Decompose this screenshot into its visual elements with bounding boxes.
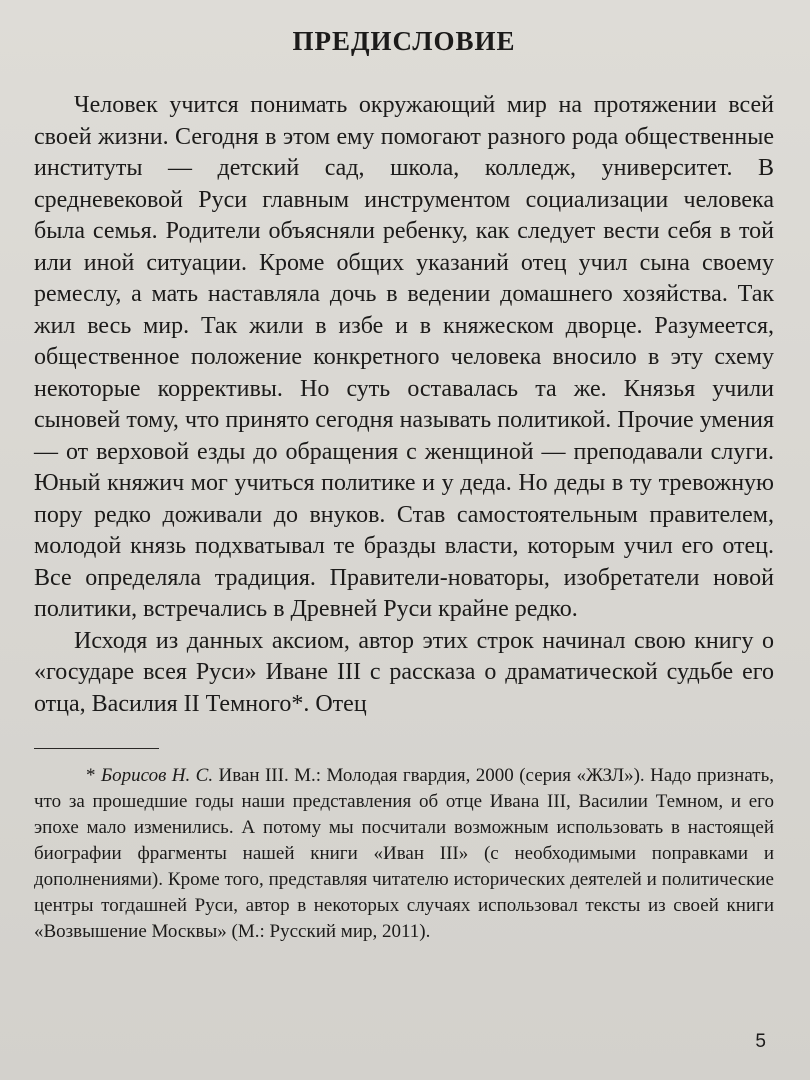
paragraph: Человек учится понимать окружающий мир на протяжении всей своей жизни. Сегодня в этом ему помогают разного рода общественные институты — детский сад, школа, колледж, университет. В средневековой Руси главным инструментом социализации человека была семья. Родители объясняли ребенку, как следует вести себя в той или иной ситуации. Кроме общих указаний отец учил сына своему ремеслу, а мать наставляла дочь в ведении домашнего хозяйства. Так жил весь мир. Так жили в избе и в княжеском дворце. Разумеется, общественное положение конкретного человека вносило в эту схему некоторые коррективы. Но суть оставалась та же. Князья учили сыновей тому, что принято сегодня называть политикой. Прочие умения — от верховой езды до обращения с женщиной — преподавали слуги. Юный княжич мог учиться политике и у деда. Но деды в ту тревожную пору редко доживали до внуков. Став самостоятельным правителем, молодой князь подхватывал те бразды власти, которым учил его отец. Все определяла традиция. Правители-новаторы, изобретатели новой политики, встречались в Древней Руси крайне редко. bbox=[34, 92, 774, 622]
footnote-divider bbox=[34, 748, 159, 749]
footnote-paragraph bbox=[34, 763, 774, 945]
footnote-text: Иван III. М.: Молодая гвардия, 2000 (серия «ЖЗЛ»). Надо признать, что за прошедшие годы наши представления об отце Ивана III, Василии Темном, и его эпохе мало изменились. А потому мы посчитали возможным использовать в настоящей биографии фрагменты нашей книги «Иван III» (с необходимыми поправками и дополнениями). Кроме того, представляя читателю исторических деятелей и политические центры тогдашней Руси, автор в некоторых случаях использовал тексты из своей книги «Возвышение Москвы» (М.: Русский мир, 2011). bbox=[34, 765, 775, 942]
footnote-marker: * bbox=[86, 765, 101, 786]
page-title: ПРЕДИСЛОВИЕ bbox=[292, 26, 516, 56]
footnote-author: Борисов Н. С. bbox=[100, 765, 214, 786]
page-number: 5 bbox=[755, 1031, 766, 1052]
footnote bbox=[34, 763, 774, 945]
paragraph: Исходя из данных аксиом, автор этих строк начинал свою книгу о «государе всея Руси» Иване III с рассказа о драматической судьбе его отца, Василия II Темного*. Отец bbox=[34, 627, 774, 717]
main-text bbox=[34, 90, 774, 720]
